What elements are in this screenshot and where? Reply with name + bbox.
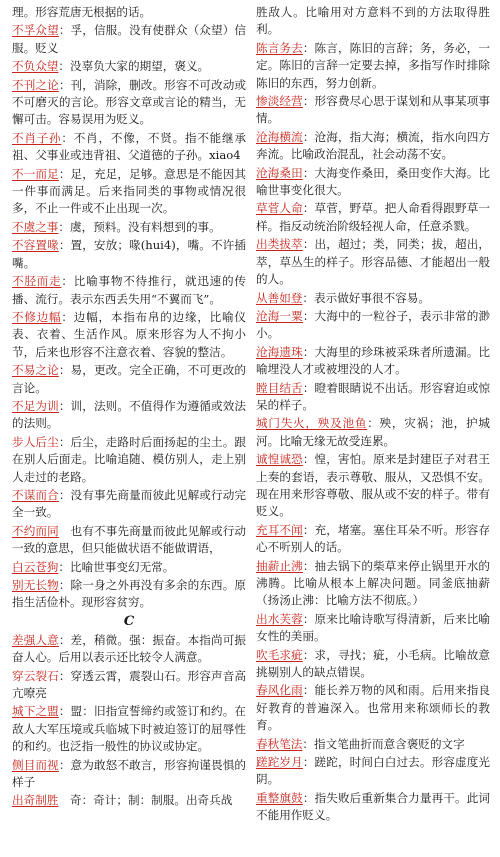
idiom-definition: 抽去锅下的柴草来停止锅里开水的沸腾。比喻从根本上解决问题。同釜底抽薪（扬汤止沸：比喻方法不彻底。）	[256, 558, 490, 608]
term-separator: ：	[302, 522, 315, 537]
term-separator: ：	[302, 611, 315, 626]
idiom-definition: 意为敢怒不敢言，形容拘谨畏惧的样子	[12, 757, 246, 790]
idiom-entry	[12, 362, 246, 397]
idiom-entry	[12, 487, 246, 522]
term-separator: ：	[302, 790, 315, 805]
idiom-term: 不负众望	[12, 59, 59, 74]
term-separator: ：	[302, 40, 315, 55]
term-separator: ：	[58, 398, 71, 413]
idiom-entry	[256, 754, 490, 789]
idiom-term: 不孚众望	[12, 23, 59, 38]
idiom-definition: 指失败后重新集合力量再干。此词不能用作贬义。	[256, 790, 490, 823]
term-separator: ：	[61, 309, 74, 324]
idiom-entry	[256, 308, 490, 343]
term-separator: ：	[302, 201, 315, 216]
term-separator: ：	[302, 129, 315, 144]
idiom-entry	[256, 40, 490, 92]
idiom-entry	[256, 736, 490, 753]
idiom-term: 沧海桑田	[256, 165, 303, 180]
idiom-term: 出奇制胜	[12, 793, 59, 808]
idiom-entry	[12, 219, 246, 236]
term-separator: ：	[302, 290, 314, 305]
idiom-entry	[256, 647, 490, 682]
idiom-term: 穿云裂石	[12, 668, 59, 683]
term-separator: ：	[302, 647, 315, 662]
idiom-term: 瞠目结舌	[256, 380, 303, 395]
term-separator: ：	[58, 434, 71, 449]
idiom-term: 城门失火，殃及池鱼	[256, 416, 368, 431]
idiom-term: 城下之盟	[12, 704, 59, 719]
idiom-definition: 穿透云霄，震裂山石。形容声音高亢嘹亮	[12, 668, 246, 701]
idiom-term: 不修边幅	[12, 309, 62, 324]
idiom-term: 草菅人命	[256, 201, 303, 216]
idiom-definition: 不肖，不像，不贤。指不能继承祖、父事业或违背祖、父道德的子孙。xiao4	[12, 130, 246, 163]
idiom-term: 陈言务去	[256, 40, 303, 55]
idiom-term: 不约而同	[12, 523, 59, 538]
term-separator: ：	[58, 238, 71, 253]
idiom-definition: 除一身之外再没有多余的东西。原指生活俭朴。现形容贫穷。	[12, 578, 246, 610]
idiom-entry	[12, 237, 246, 272]
idiom-term: 不容置喙	[12, 238, 59, 253]
idiom-entry	[256, 558, 490, 610]
idiom-definition: 差，稍微。强：振奋。本指尚可振奋人心。后用以表示还比较令人满意。	[12, 632, 246, 665]
term-separator: ：	[58, 757, 71, 772]
idiom-term: 不谋而合	[12, 487, 59, 502]
idiom-term: 蹉跎岁月	[256, 755, 303, 770]
idiom-definition: 出，超过；类，同类；拔，超出，萃，草丛生的样子。形容品德、才能超出一般的人。	[256, 237, 490, 287]
idiom-definition: 边幅，本指布帛的边缘，比喻仪表、衣着、生活作风。原来形容为人不拘小节，后来也形容不注意衣着、容貌的整洁。	[12, 309, 246, 359]
term-separator: ：	[302, 452, 315, 467]
term-separator: ：	[367, 416, 380, 431]
idiom-entry	[256, 129, 490, 164]
idiom-definition: 表示做好事很不容易。	[314, 290, 430, 305]
idiom-definition: 陈言，陈旧的言辞；务，务必，一定。陈旧的言辞一定要去掉，多指写作时排除陈旧的东西，努力创新。	[256, 40, 490, 90]
idiom-entry	[256, 4, 490, 39]
term-separator: ：	[302, 308, 315, 323]
term-separator: ：	[302, 237, 315, 252]
idiom-term: 吹毛求疵	[256, 647, 303, 662]
idiom-term: 沧海遗珠	[256, 344, 303, 359]
idiom-definition: 易，更改。完全正确，不可更改的言论。	[12, 363, 246, 395]
term-separator: ：	[302, 558, 315, 573]
idiom-term: 不胫而走	[12, 274, 62, 289]
idiom-definition: 没有事先商量而彼此见解或行动完全一致。	[12, 487, 246, 520]
idiom-entry	[256, 522, 490, 557]
idiom-term: 白云苍狗	[12, 559, 59, 574]
term-separator: ：	[58, 704, 71, 719]
idiom-term: 诚惶诚恐	[256, 452, 303, 467]
idiom-definition: 充，堵塞。塞住耳朵不听。形容存心不听别人的话。	[256, 522, 490, 555]
idiom-definition: 训，法则。不值得作为遵循或效法的法则。	[12, 398, 246, 431]
term-separator: ：	[58, 23, 71, 38]
term-separator: ：	[58, 668, 71, 683]
idiom-term: 不易之论	[12, 363, 59, 378]
idiom-entry	[12, 523, 246, 558]
idiom-entry	[12, 398, 246, 433]
idiom-definition: 沧海，指大海；横流，指水向四方奔流。比喻政治混乱，社会动荡不安。	[256, 129, 490, 162]
idiom-entry	[256, 451, 490, 521]
idiom-term: 惨淡经营	[256, 94, 303, 109]
idiom-definition: 理。形容荒唐无根据的话。	[12, 5, 152, 19]
term-separator: ：	[58, 59, 70, 74]
term-separator: ：	[58, 559, 70, 574]
term-separator: ：	[302, 755, 315, 770]
term-separator: ：	[302, 683, 315, 698]
idiom-definition: 比喻事物不待推行，就迅速的传播、流行。表示东西丢失用“不翼而飞”。	[12, 274, 246, 306]
idiom-entry	[12, 703, 246, 755]
right-column	[256, 4, 490, 826]
idiom-definition: 奇：奇计；制：制服。出奇兵战	[70, 793, 233, 808]
idiom-definition: 求，寻找；疵，小毛病。比喻故意挑剔别人的缺点错误。	[256, 647, 490, 680]
idiom-definition: 大海变作桑田，桑田变作大海。比喻世事变化很大。	[256, 165, 490, 198]
idiom-definition: 也有不事先商量而彼此见解或行动一致的意思，但只能做状语不能做谓语，	[12, 523, 246, 556]
idiom-entry	[12, 757, 246, 792]
idiom-entry	[256, 290, 490, 307]
idiom-entry	[12, 792, 246, 809]
idiom-term: 不虞之事	[12, 219, 59, 234]
idiom-term: 出水芙蓉	[256, 611, 303, 626]
idiom-term: 不一而足	[12, 166, 59, 181]
idiom-entry	[256, 236, 490, 288]
idiom-definition: 置，安放；喙(hui4)，嘴。不许插嘴。	[12, 238, 246, 270]
idiom-definition: 胜敌人。比喻用对方意料不到的方法取得胜利。	[256, 5, 490, 37]
idiom-definition: 孚，信服。没有使群众（众望）信服。贬义	[12, 23, 246, 55]
idiom-definition: 盟：旧指宣誓缔约或签订和约。在敌人大军压境或兵临城下时被迫签订的屈辱性的和约。也泛指一般性的协议或协定。	[12, 704, 246, 754]
idiom-term: 春秋笔法	[256, 736, 303, 751]
term-separator	[58, 793, 70, 807]
idiom-entry	[12, 577, 246, 612]
idiom-entry	[256, 611, 490, 646]
idiom-entry	[12, 77, 246, 129]
term-separator: ：	[58, 166, 71, 181]
idiom-entry	[12, 4, 246, 21]
idiom-term: 出类拔萃	[256, 237, 303, 252]
idiom-entry	[256, 415, 490, 450]
term-separator: ：	[58, 363, 71, 378]
term-separator: ：	[58, 77, 71, 92]
term-separator: ：	[61, 274, 74, 289]
idiom-term: 充耳不闻	[256, 522, 303, 537]
term-separator: ：	[58, 219, 70, 234]
idiom-term: 不足为训	[12, 398, 59, 413]
idiom-term: 沧海横流	[256, 129, 303, 144]
idiom-entry	[256, 165, 490, 200]
idiom-entry	[12, 559, 246, 576]
term-separator: ：	[302, 736, 314, 751]
idiom-definition: 足，充足，足够。意思是不能因其一件事而满足。后来指同类的事物或情况很多，不止一件或不止出现一次。	[12, 166, 246, 216]
idiom-entry	[12, 22, 246, 57]
idiom-definition: 虞，预料。没有料想到的事。	[70, 219, 221, 234]
idiom-entry	[256, 344, 490, 379]
term-separator	[59, 524, 71, 538]
idiom-definition: 能长养万物的风和雨。后用来指良好教育的普遍深入。也常用来称颂师长的教育。	[256, 683, 490, 733]
term-separator: ：	[58, 578, 71, 592]
term-separator: ：	[302, 165, 315, 180]
idiom-definition: 大海中的一粒谷子，表示非常的渺小。	[256, 308, 490, 341]
idiom-term: 差强人意	[12, 632, 59, 647]
two-column-layout	[12, 4, 490, 826]
idiom-definition: 草菅，野草。把人命看得跟野草一样。指反动统治阶级轻视人命，任意杀戮。	[256, 201, 490, 233]
term-separator: ：	[302, 380, 315, 395]
idiom-entry	[12, 273, 246, 308]
idiom-definition: 没辜负大家的期望，褒义。	[70, 59, 210, 74]
idiom-term: 不肖子孙	[12, 130, 62, 145]
idiom-term: 不刊之论	[12, 77, 59, 92]
section-letter: C	[123, 613, 135, 629]
idiom-definition: 蹉跎，时间白白过去。形容虚度光阴。	[256, 755, 490, 787]
idiom-definition: 殃，灾祸；池，护城河。比喻无缘无故受连累。	[256, 416, 490, 448]
idiom-entry	[256, 682, 490, 734]
idiom-definition: 原来比喻诗歌写得清新，后来比喻女性的美丽。	[256, 611, 490, 644]
term-separator: ：	[58, 487, 71, 502]
idiom-entry	[256, 93, 490, 128]
idiom-term: 步人后尘	[12, 434, 59, 449]
idiom-term: 从善如登	[256, 290, 303, 305]
idiom-term: 别无长物	[12, 578, 59, 592]
left-column	[12, 4, 246, 826]
idiom-term: 春风化雨	[256, 683, 303, 698]
term-separator: ：	[61, 130, 74, 145]
term-separator: ：	[302, 94, 315, 109]
idiom-entry	[12, 58, 246, 75]
idiom-term: 沧海一粟	[256, 308, 303, 323]
idiom-entry	[12, 632, 246, 667]
idiom-entry	[12, 668, 246, 703]
term-separator: ：	[58, 632, 71, 647]
idiom-definition: 形容费尽心思于谋划和从事某项事情。	[256, 94, 490, 126]
idiom-entry	[256, 200, 490, 235]
idiom-entry	[256, 380, 490, 415]
idiom-definition: 比喻世事变幻无常。	[70, 559, 175, 574]
idiom-term: 侧目而视	[12, 757, 59, 772]
idiom-definition: 大海里的珍珠被采珠者所遗漏。比喻埋没人才或被埋没的人才。	[256, 344, 490, 377]
idiom-entry	[12, 309, 246, 361]
idiom-definition: 瞪着眼睛说不出话。形容窘迫或惊呆的样子。	[256, 380, 490, 412]
idiom-definition: 刊，消除，删改。形容不可改动或不可磨灭的言论。形容文章或言论的精当，无懈可击。容易误用为贬义。	[12, 77, 246, 127]
idiom-term: 重整旗鼓	[256, 790, 303, 805]
idiom-term: 抽薪止沸	[256, 558, 303, 573]
idiom-entry	[12, 434, 246, 486]
idiom-entry	[256, 790, 490, 825]
idiom-definition: 指文笔曲折而意含褒贬的文字	[314, 736, 465, 751]
idiom-definition: 惶，害怕。原来是封建臣子对君王上奏的套语，表示尊敬、服从，又恐惧不安。现在用来形容尊敬、服从或不安的样子。带有贬义。	[256, 452, 490, 519]
idiom-entry	[12, 166, 246, 218]
idiom-entry	[12, 130, 246, 165]
term-separator: ：	[302, 344, 315, 359]
idiom-definition: 后尘，走路时后面扬起的尘土。跟在别人后面走。比喻追随、模仿别人，走上别人走过的老路。	[12, 434, 246, 484]
